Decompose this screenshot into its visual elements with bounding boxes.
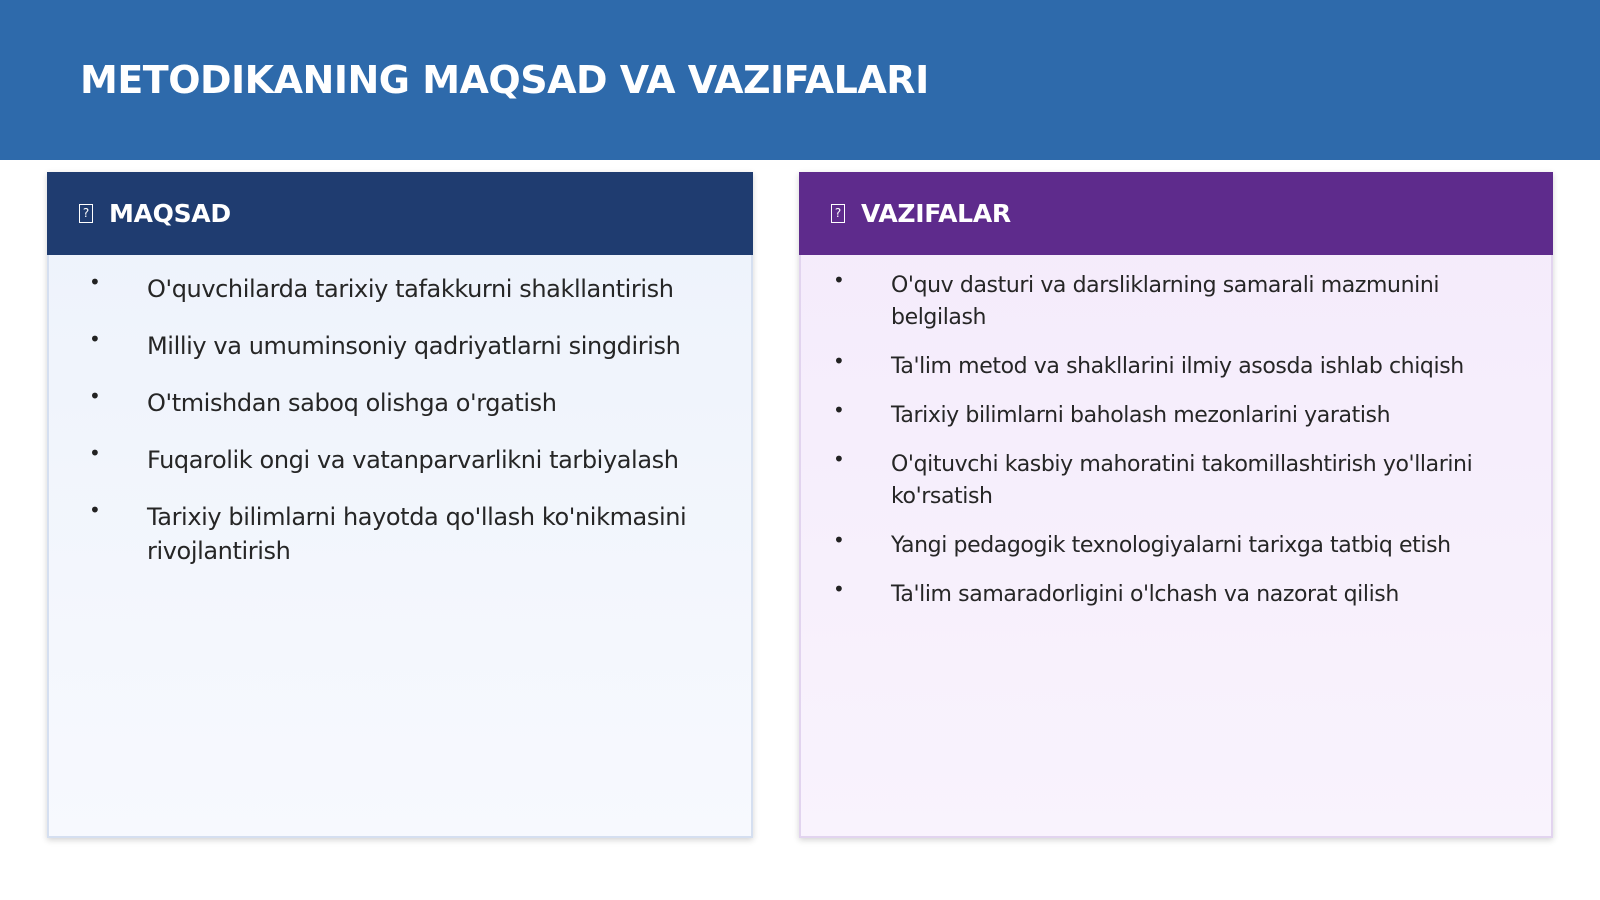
vazifalar-heading: VAZIFALAR	[861, 199, 1011, 228]
list-item-text: O'qituvchi kasbiy mahoratini takomillashtirish yo'llarini ko'rsatish	[891, 452, 1473, 509]
list-item	[801, 351, 1551, 383]
list-item	[49, 386, 751, 420]
vazifalar-card-header	[799, 172, 1553, 255]
bullet-icon: •	[833, 268, 845, 292]
placeholder-icon: ?	[831, 204, 845, 223]
list-item-text: O'quvchilarda tarixiy tafakkurni shakllantirish	[147, 275, 674, 303]
bullet-icon: •	[89, 270, 101, 294]
list-item-text: Ta'lim metod va shakllarini ilmiy asosda ishlab chiqish	[891, 354, 1464, 379]
list-item-text: Ta'lim samaradorligini o'lchash va nazorat qilish	[891, 582, 1399, 607]
list-item-text: Tarixiy bilimlarni hayotda qo'llash ko'nikmasini rivojlantirish	[147, 503, 687, 565]
list-item	[49, 329, 751, 363]
bullet-icon: •	[89, 384, 101, 408]
list-item-text: Yangi pedagogik texnologiyalarni tarixga tatbiq etish	[891, 533, 1451, 558]
bullet-icon: •	[89, 441, 101, 465]
list-item	[801, 400, 1551, 432]
list-item	[801, 449, 1551, 513]
list-item-text: O'tmishdan saboq olishga o'rgatish	[147, 389, 557, 417]
placeholder-icon: ?	[79, 204, 93, 223]
list-item	[801, 530, 1551, 562]
list-item-text: Milliy va umuminsoniy qadriyatlarni singdirish	[147, 332, 681, 360]
list-item	[801, 579, 1551, 611]
slide-title: METODIKANING MAQSAD VA VAZIFALARI	[80, 58, 929, 102]
list-item-text: Fuqarolik ongi va vatanparvarlikni tarbiyalash	[147, 446, 679, 474]
list-item	[49, 500, 751, 568]
bullet-icon: •	[833, 577, 845, 601]
maqsad-card	[47, 172, 753, 838]
vazifalar-list	[801, 270, 1551, 628]
list-item	[49, 443, 751, 477]
bullet-icon: •	[833, 398, 845, 422]
bullet-icon: •	[89, 498, 101, 522]
list-item-text: Tarixiy bilimlarni baholash mezonlarini yaratish	[891, 403, 1391, 428]
bullet-icon: •	[833, 349, 845, 373]
title-bar	[0, 0, 1600, 160]
list-item	[801, 270, 1551, 334]
list-item-text: O'quv dasturi va darsliklarning samarali mazmunini belgilash	[891, 273, 1440, 330]
list-item	[49, 272, 751, 306]
vazifalar-card	[799, 172, 1553, 838]
bullet-icon: •	[833, 528, 845, 552]
maqsad-heading: MAQSAD	[109, 199, 231, 228]
maqsad-card-header	[47, 172, 753, 255]
maqsad-list	[49, 272, 751, 591]
bullet-icon: •	[833, 447, 845, 471]
bullet-icon: •	[89, 327, 101, 351]
